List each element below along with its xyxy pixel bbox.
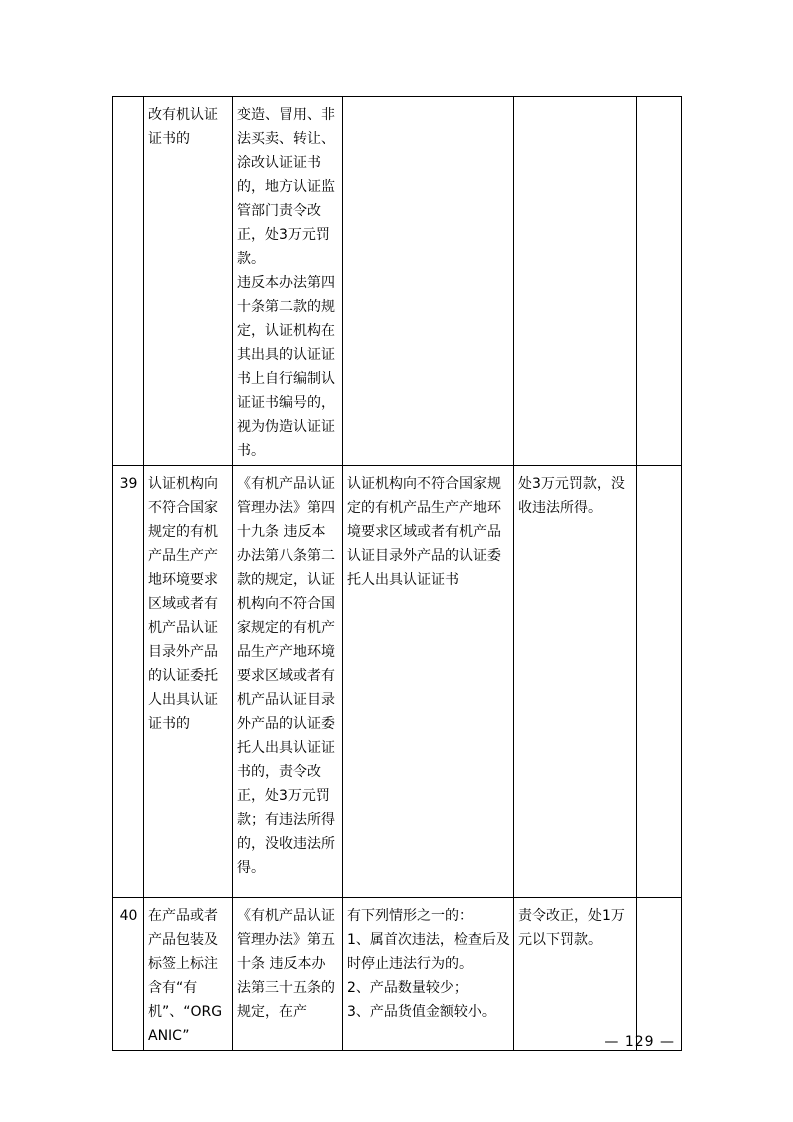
circumstance-line: 1、属首次违法，检查后及时停止违法行为的。 (347, 932, 510, 972)
legal-basis-paragraph: 变造、冒用、非法买卖、转让、涂改认证证书的，地方认证监管部门责令改正，处3万元罚款。 (237, 107, 335, 267)
note (637, 898, 682, 1051)
violation-circumstance (343, 898, 514, 1051)
violation-item: 改有机认证证书的 (144, 97, 233, 466)
note (637, 466, 682, 898)
page-number: — 129 — (604, 1034, 675, 1050)
violation-circumstance (343, 97, 514, 466)
circumstance-line: 有下列情形之一的： (347, 908, 473, 924)
row-number (113, 97, 144, 466)
violation-item: 认证机构向不符合国家规定的有机产品生产产地环境要求区域或者有机产品认证目录外产品的认证委托人出具认证证书的 (144, 466, 233, 898)
penalty-standard: 处3万元罚款，没收违法所得。 (514, 466, 637, 898)
violation-item: 在产品或者产品包装及标签上标注含有“有机”、“ORGANIC” (144, 898, 233, 1051)
legal-basis: 《有机产品认证管理办法》第四十九条 违反本办法第八条第二款的规定，认证机构向不符合国家规定的有机产品生产产地环境要求区域或者有机产品认证目录外产品的认证委托人出具认证证书的，责令改正，处3万元罚款；有违法所得的，没收违法所得。 (233, 466, 343, 898)
table-row (113, 466, 682, 898)
legal-basis-paragraph: 违反本办法第四十条第二款的规定，认证机构在其出具的认证证书上自行编制认证证书编号的，视为伪造认证证书。 (237, 275, 335, 459)
note (637, 97, 682, 466)
penalty-standard: 责令改正，处1万元以下罚款。 (514, 898, 637, 1051)
row-number: 40 (113, 898, 144, 1051)
row-number: 39 (113, 466, 144, 898)
circumstance-line: 3、产品货值金额较小。 (347, 1004, 496, 1020)
legal-basis (233, 97, 343, 466)
penalty-standards-table (112, 96, 682, 1051)
violation-circumstance: 认证机构向不符合国家规定的有机产品生产产地环境要求区域或者有机产品认证目录外产品的认证委托人出具认证证书 (343, 466, 514, 898)
legal-basis: 《有机产品认证管理办法》第五十条 违反本办法第三十五条的规定，在产 (233, 898, 343, 1051)
table-row (113, 898, 682, 1051)
penalty-standard (514, 97, 637, 466)
circumstance-line: 2、产品数量较少； (347, 980, 468, 996)
table-row (113, 97, 682, 466)
